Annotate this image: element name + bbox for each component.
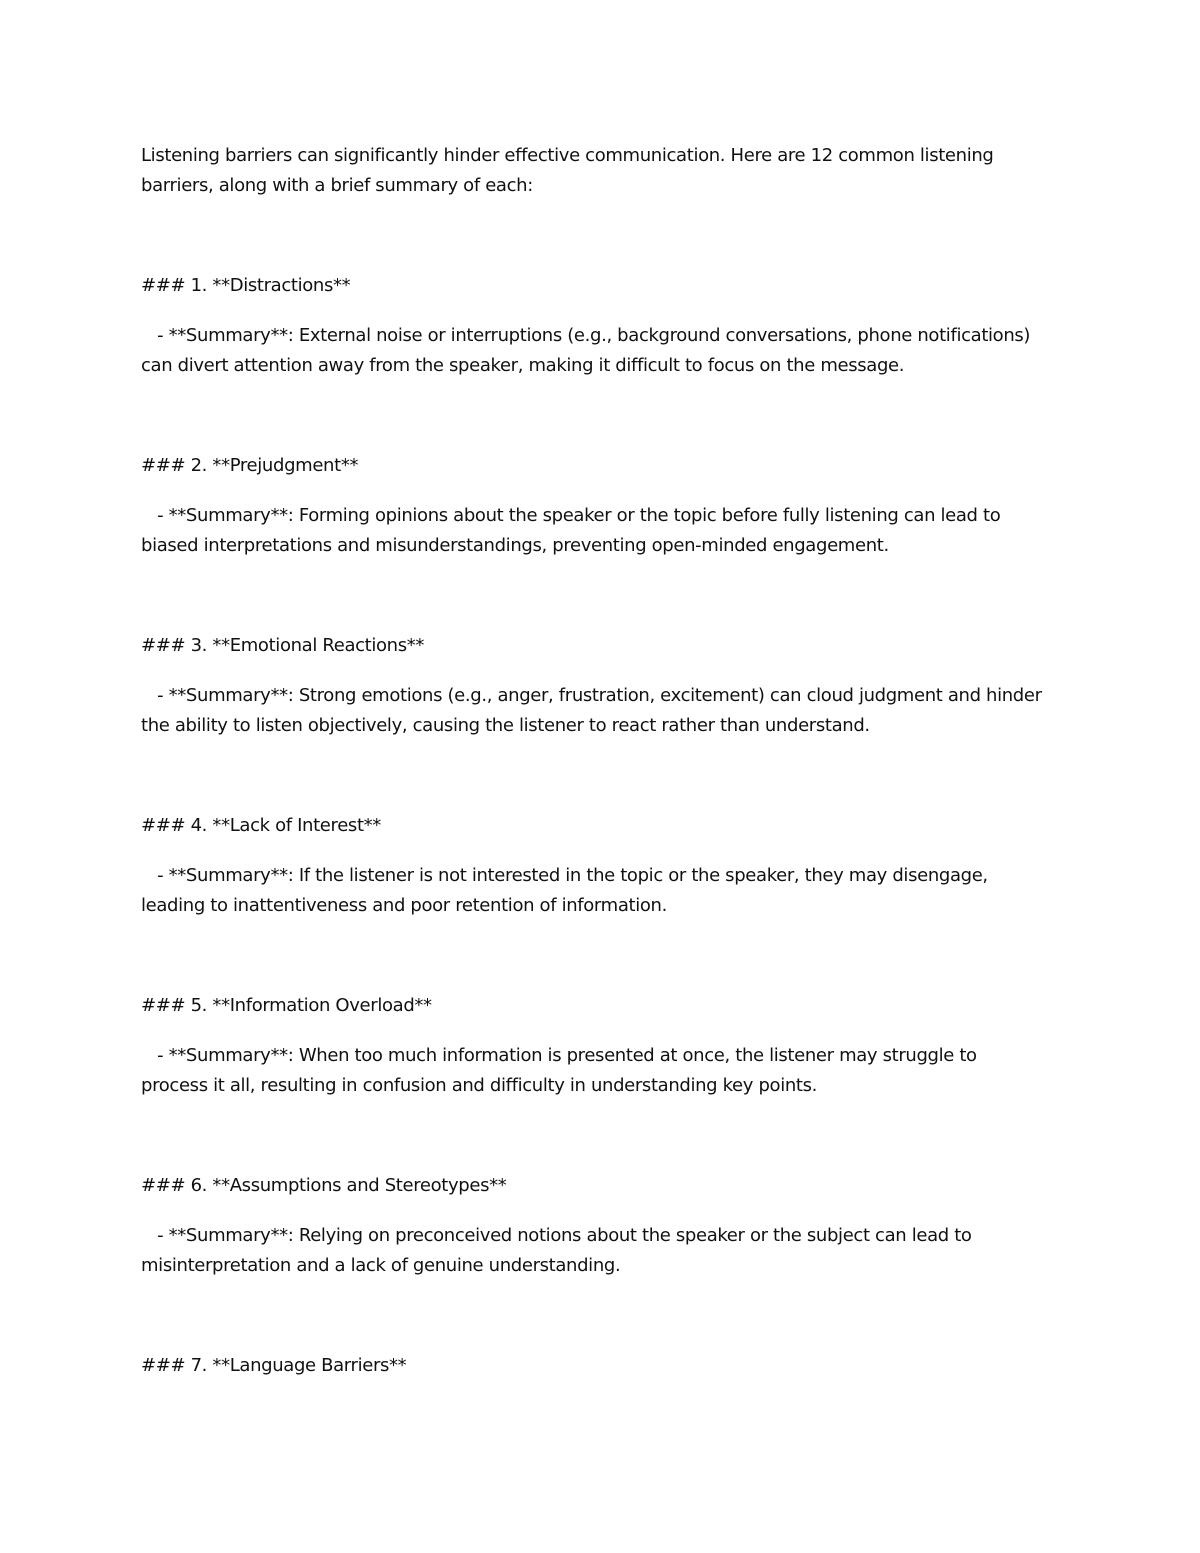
intro-line-1: Listening barriers can significantly hinder effective communication. Here are 12 common listening <box>141 145 994 166</box>
section-6-heading: ### 6. **Assumptions and Stereotypes** <box>141 1175 507 1196</box>
section-1-heading: ### 1. **Distractions** <box>141 275 351 296</box>
section-5-summary-line-2: process it all, resulting in confusion and difficulty in understanding key points. <box>141 1075 818 1096</box>
section-7-heading: ### 7. **Language Barriers** <box>141 1355 407 1376</box>
section-4-heading: ### 4. **Lack of Interest** <box>141 815 381 836</box>
section-4-summary-line-1: - **Summary**: If the listener is not interested in the topic or the speaker, they may disengage, <box>141 865 988 886</box>
section-5-heading: ### 5. **Information Overload** <box>141 995 432 1016</box>
section-2-heading: ### 2. **Prejudgment** <box>141 455 359 476</box>
section-4-summary-line-2: leading to inattentiveness and poor retention of information. <box>141 895 667 916</box>
section-5-summary-line-1: - **Summary**: When too much information is presented at once, the listener may struggle to <box>141 1045 977 1066</box>
section-1-summary-line-2: can divert attention away from the speaker, making it difficult to focus on the message. <box>141 355 905 376</box>
section-1-summary-line-1: - **Summary**: External noise or interruptions (e.g., background conversations, phone notifications) <box>141 325 1031 346</box>
intro-line-2: barriers, along with a brief summary of each: <box>141 175 533 196</box>
section-3-summary-line-2: the ability to listen objectively, causing the listener to react rather than understand. <box>141 715 870 736</box>
section-2-summary-line-2: biased interpretations and misunderstandings, preventing open-minded engagement. <box>141 535 889 556</box>
section-6-summary-line-1: - **Summary**: Relying on preconceived notions about the speaker or the subject can lead to <box>141 1225 972 1246</box>
section-2-summary-line-1: - **Summary**: Forming opinions about the speaker or the topic before fully listening can lead to <box>141 505 1001 526</box>
section-6-summary-line-2: misinterpretation and a lack of genuine understanding. <box>141 1255 621 1276</box>
section-3-heading: ### 3. **Emotional Reactions** <box>141 635 425 656</box>
section-3-summary-line-1: - **Summary**: Strong emotions (e.g., anger, frustration, excitement) can cloud judgment and hinder <box>141 685 1042 706</box>
